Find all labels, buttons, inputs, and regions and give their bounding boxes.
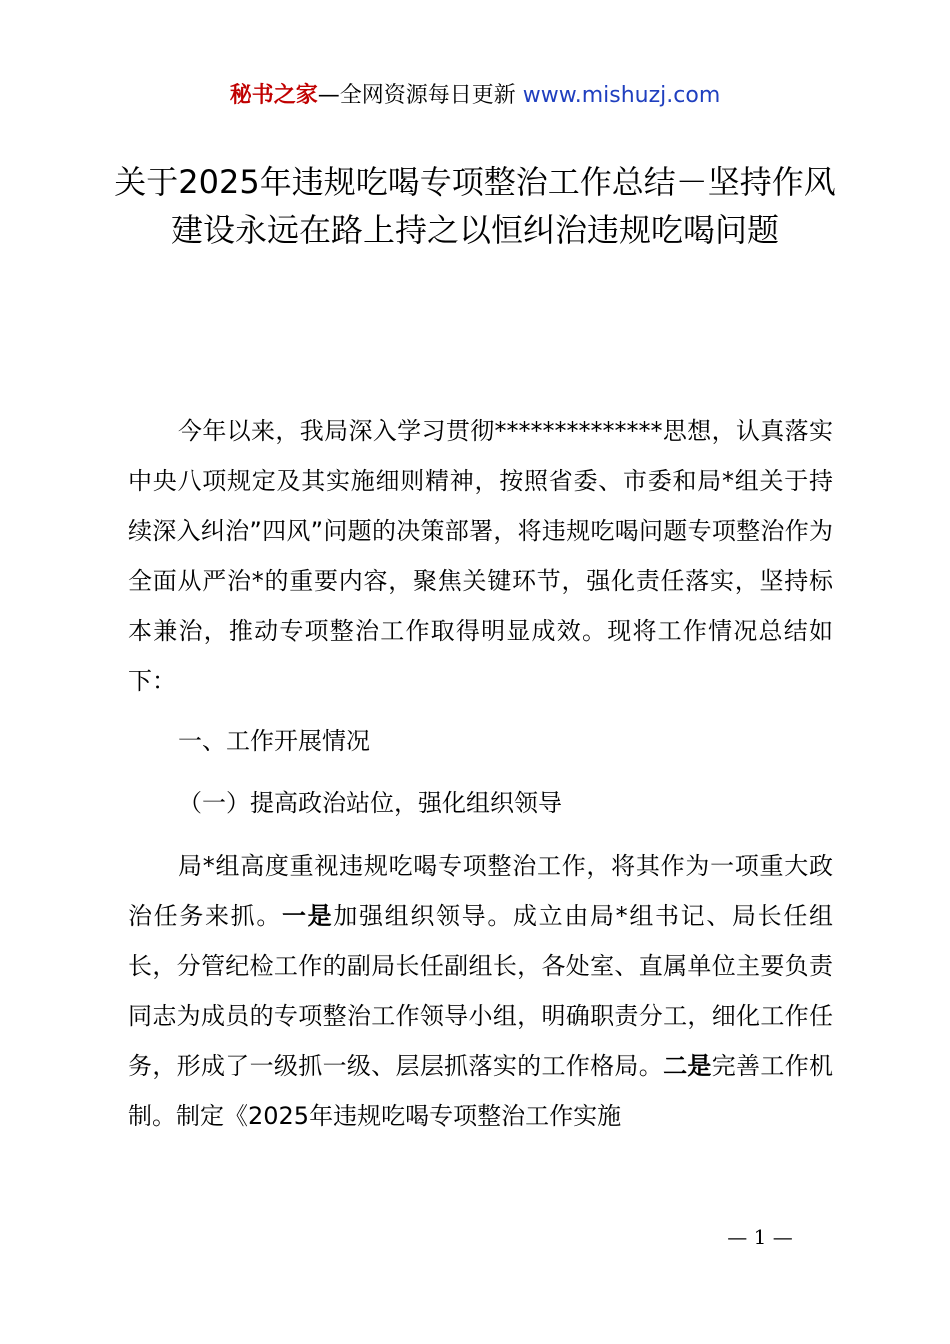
- page-number: — 1 —: [727, 1225, 793, 1249]
- site-brand: 秘书之家: [229, 83, 318, 108]
- subsection-heading: （一）提高政治站位，强化组织领导: [178, 789, 562, 817]
- point-2-label: 二是: [663, 1052, 712, 1080]
- point-1-label: 一是: [282, 902, 334, 930]
- site-header: [0, 80, 950, 112]
- body-paragraph: [128, 841, 833, 1141]
- point-1-text: 加强组织领导。成立由局*组书记、局长任组长，分管纪检工作的副局长任副组长，各处室、直属单位主要负责同志为成员的专项整治工作领导小组，明确职责分工，细化工作任务，形成了一级抓一级、层层抓落实的工作格局。: [128, 902, 834, 1080]
- section-heading: 一、工作开展情况: [178, 727, 370, 755]
- document-title: 关于2025年违规吃喝专项整治工作总结－坚持作风建设永远在路上持之以恒纠治违规吃喝问题: [114, 163, 836, 249]
- site-tagline: —全网资源每日更新: [317, 83, 523, 108]
- paragraph-intro: 局*组高度重视违规吃喝专项整治工作，将其作为一项重大政治任务来抓。: [128, 852, 833, 930]
- point-2-text: 完善工作机制。制定《2025年违规吃喝专项整治工作实施: [128, 1052, 834, 1130]
- intro-paragraph: 今年以来，我局深入学习贯彻**************思想，认真落实中央八项规定及其实施细则精神，按照省委、市委和局*组关于持续深入纠治”四风”问题的决策部署，将违规吃喝问题专项整治作为全面从严治*的重要内容，聚焦关键环节，强化责任落实，坚持标本兼治，推动专项整治工作取得明显成效。现将工作情况总结如下：: [128, 417, 833, 695]
- site-url-link[interactable]: www.mishuzj.com: [522, 83, 721, 108]
